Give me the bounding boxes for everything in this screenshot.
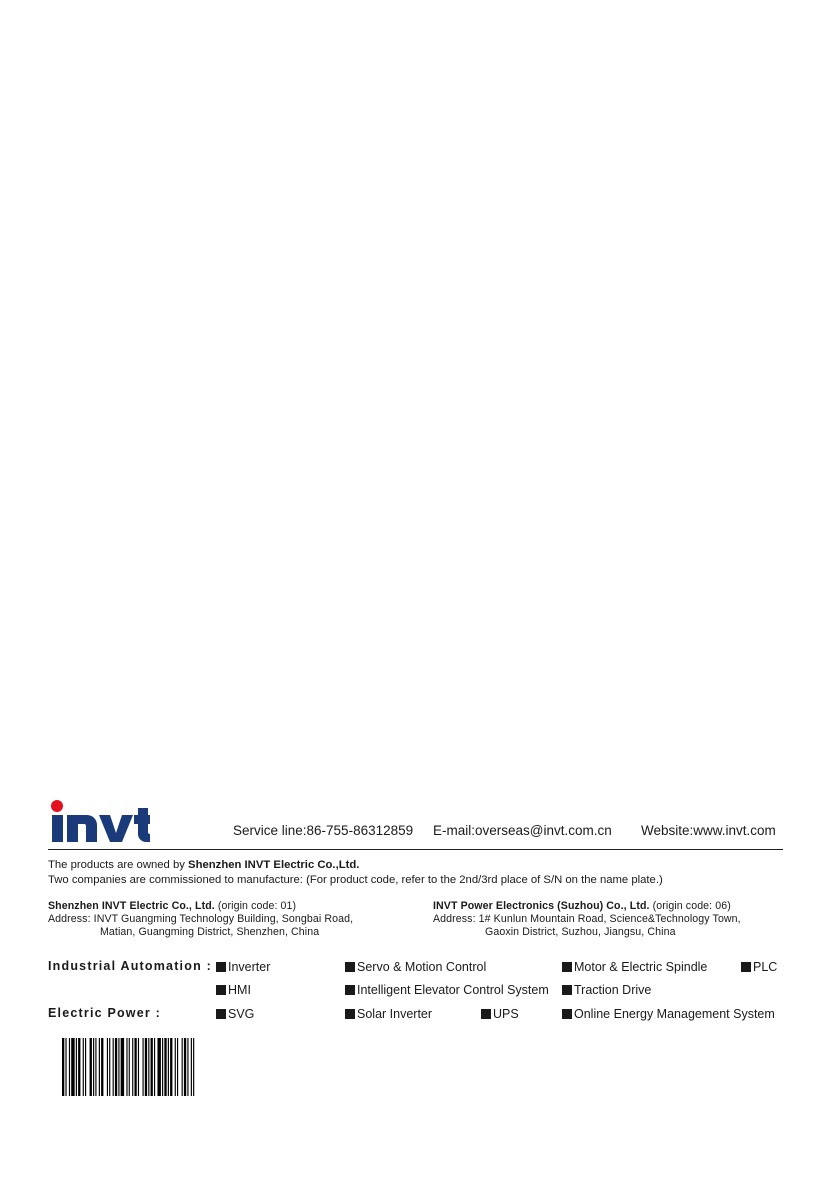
barcode-bar <box>175 1038 176 1096</box>
barcode-bar <box>90 1038 92 1096</box>
barcode-bar <box>113 1038 114 1096</box>
service-line: Service line:86-755-86312859 <box>233 823 414 838</box>
barcode-bar <box>154 1038 155 1096</box>
product-energy-management: Online Energy Management System <box>562 1007 775 1021</box>
company-address-suzhou: Address: 1# Kunlun Mountain Road, Science&Technology Town, <box>433 913 741 925</box>
barcode-bar <box>193 1038 194 1096</box>
bullet-square-icon <box>345 985 355 995</box>
barcode-bar <box>99 1038 100 1096</box>
barcode-bar <box>170 1038 172 1096</box>
bullet-square-icon <box>216 962 226 972</box>
company-address-suzhou-2: Gaoxin District, Suzhou, Jiangsu, China <box>485 926 676 938</box>
barcode-bar <box>118 1038 119 1096</box>
bullet-square-icon <box>216 985 226 995</box>
barcode-bar <box>126 1038 127 1096</box>
barcode-bar <box>157 1038 160 1096</box>
ownership-line: The products are owned by Shenzhen INVT Electric Co.,Ltd. <box>48 859 360 871</box>
manufacture-note: Two companies are commissioned to manufacture: (For product code, refer to the 2nd/3rd place of S/N on the name plate.) <box>48 874 663 886</box>
barcode-bar <box>109 1038 110 1096</box>
barcode-icon <box>62 1038 258 1096</box>
barcode-bar <box>76 1038 77 1096</box>
website-link[interactable]: Website:www.invt.com <box>641 823 776 838</box>
bullet-square-icon <box>741 962 751 972</box>
barcode-bar <box>71 1038 74 1096</box>
product-hmi: HMI <box>216 983 251 997</box>
barcode-bar <box>95 1038 96 1096</box>
category-electric-power: Electric Power : <box>48 1006 161 1020</box>
barcode-bar <box>129 1038 130 1096</box>
product-elevator: Intelligent Elevator Control System <box>345 983 549 997</box>
company-address-shenzhen-2: Matian, Guangming District, Shenzhen, China <box>100 926 320 938</box>
barcode-bar <box>115 1038 117 1096</box>
product-solar-inverter: Solar Inverter <box>345 1007 432 1021</box>
barcode-bar <box>162 1038 163 1096</box>
barcode-bar <box>187 1038 188 1096</box>
category-industrial-automation: Industrial Automation : <box>48 959 212 973</box>
barcode-bar <box>184 1038 186 1096</box>
product-svg: SVG <box>216 1007 254 1021</box>
barcode-bar <box>151 1038 153 1096</box>
barcode-bar <box>191 1038 192 1096</box>
barcode-bar <box>69 1038 70 1096</box>
product-servo: Servo & Motion Control <box>345 960 486 974</box>
header-divider <box>48 849 783 850</box>
bullet-square-icon <box>562 962 572 972</box>
product-inverter: Inverter <box>216 960 270 974</box>
company-address-shenzhen: Address: INVT Guangming Technology Building, Songbai Road, <box>48 913 354 925</box>
barcode-bar <box>107 1038 108 1096</box>
company-name-suzhou: INVT Power Electronics (Suzhou) Co., Ltd. (origin code: 06) <box>433 900 731 912</box>
bullet-square-icon <box>562 985 572 995</box>
barcode-bar <box>101 1038 103 1096</box>
barcode-bar <box>182 1038 183 1096</box>
product-ups: UPS <box>481 1007 519 1021</box>
barcode-bar <box>83 1038 84 1096</box>
product-plc: PLC <box>741 960 777 974</box>
barcode-bar <box>177 1038 178 1096</box>
company-name-shenzhen: Shenzhen INVT Electric Co., Ltd. (origin code: 01) <box>48 900 297 912</box>
barcode-bar <box>164 1038 166 1096</box>
product-traction: Traction Drive <box>562 983 651 997</box>
barcode-bar <box>138 1038 139 1096</box>
bullet-square-icon <box>345 962 355 972</box>
bullet-square-icon <box>216 1009 226 1019</box>
barcode-bar <box>121 1038 124 1096</box>
barcode-bar <box>148 1038 149 1096</box>
email-link[interactable]: E-mail:overseas@invt.com.cn <box>433 823 612 838</box>
barcode-bar <box>168 1038 169 1096</box>
bullet-square-icon <box>345 1009 355 1019</box>
bullet-square-icon <box>562 1009 572 1019</box>
barcode-bar <box>93 1038 94 1096</box>
bullet-square-icon <box>481 1009 491 1019</box>
invt-logo <box>50 798 150 842</box>
barcode-bar <box>78 1038 80 1096</box>
barcode-bar <box>143 1038 144 1096</box>
barcode-bar <box>134 1038 136 1096</box>
barcode-bar <box>65 1038 66 1096</box>
barcode-bar <box>85 1038 86 1096</box>
barcode-bar <box>62 1038 64 1096</box>
barcode-bar <box>145 1038 147 1096</box>
barcode-bar <box>132 1038 133 1096</box>
product-motor: Motor & Electric Spindle <box>562 960 707 974</box>
